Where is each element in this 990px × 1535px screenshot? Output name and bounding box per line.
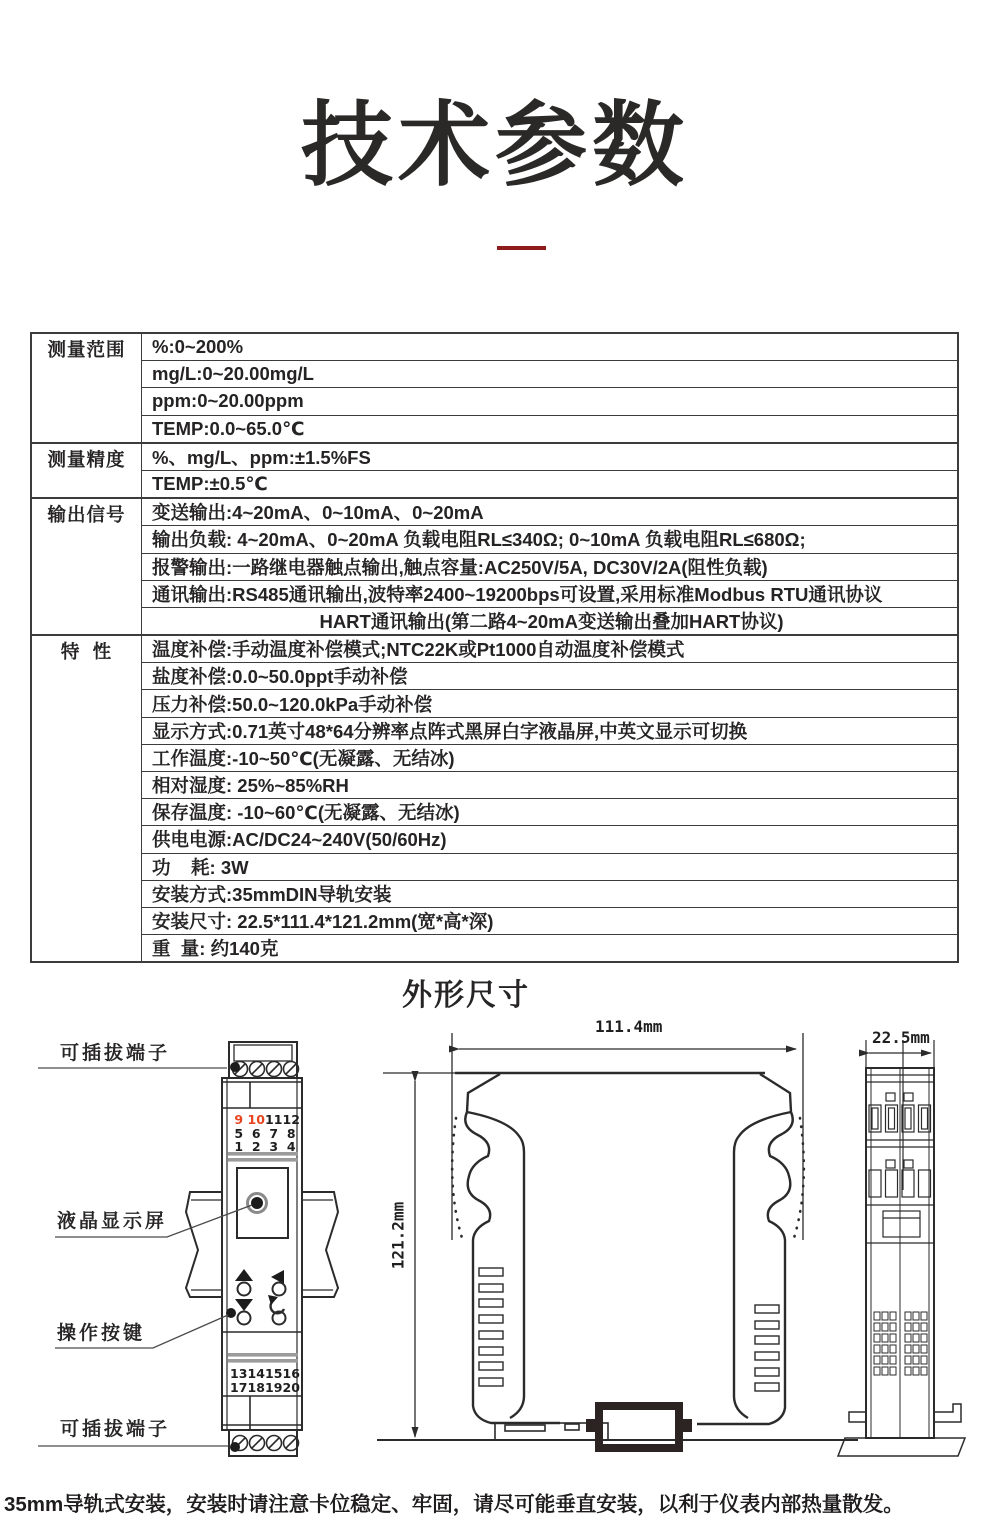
section-label-features: 特 性 [31,635,142,962]
terminal-number: 4 [286,1139,296,1154]
spec-value: 相对湿度: 25%~85%RH [142,772,959,799]
lcd-dot [251,1197,263,1209]
table-row [31,690,958,717]
table-row [31,333,958,361]
terminal-number: 20 [282,1379,300,1395]
spec-value: 重 量: 约140克 [142,935,959,963]
side-profile-drawing [377,1033,858,1448]
table-row [31,744,958,771]
section-label-range: 测量范围 [31,333,142,443]
din-lock [599,1406,679,1448]
terminal-number: 12 [282,1112,300,1127]
spec-value: 供电电源:AC/DC24~240V(50/60Hz) [142,826,959,853]
spec-value: 通讯输出:RS485通讯输出,波特率2400~19200bps可设置,采用标准Modbus RTU通讯协议 [142,580,959,607]
table-row [31,935,958,963]
spec-value: mg/L:0~20.00mg/L [142,361,959,388]
table-row [31,415,958,443]
spec-value: 温度补偿:手动温度补偿模式;NTC22K或Pt1000自动温度补偿模式 [142,635,959,663]
callout-operation-keys: 操作按键 [57,1323,146,1344]
page-title: 技术参数 [300,95,689,197]
terminal-number: 13 [230,1366,248,1381]
spec-value: ppm:0~20.00ppm [142,388,959,415]
operation-keys [226,1269,286,1325]
terminal-number: 6 [251,1125,261,1141]
section-label-accuracy: 测量精度 [31,443,142,498]
section-label-output: 输出信号 [31,498,142,635]
width-dimension-label: 111.4mm [595,1017,663,1036]
terminal-number: 9 [234,1112,244,1127]
vent-grid-right [905,1312,927,1375]
table-row [31,607,958,635]
spec-value: 显示方式:0.71英寸48*64分辨率点阵式黑屏白字液晶屏,中英文显示可切换 [142,717,959,744]
spec-value: 变送输出:4~20mA、0~10mA、0~20mA [142,498,959,526]
table-row [31,580,958,607]
table-row [31,361,958,388]
spec-value: 保存温度: -10~60℃(无凝露、无结冰) [142,799,959,826]
terminal-number: 18 [247,1379,265,1395]
callout-lcd-screen: 液晶显示屏 [57,1211,168,1232]
leader-lines [38,1068,252,1446]
spec-value: 安装尺寸: 22.5*111.4*121.2mm(宽*高*深) [142,907,959,934]
table-row [31,799,958,826]
table-row [31,826,958,853]
down-arrow-key [235,1299,253,1311]
table-row [31,907,958,934]
table-row [31,443,958,471]
spec-value: 工作温度:-10~50℃(无凝露、无结冰) [142,744,959,771]
din-rail-right [302,1192,338,1297]
table-row [31,470,958,498]
terminal-number: 15 [265,1366,283,1381]
height-dimension-label: 121.2mm [388,1201,408,1270]
callout-bottom-terminal: 可插拔端子 [60,1419,171,1440]
terminal-number: 16 [282,1366,300,1381]
table-row [31,388,958,415]
table-row [31,853,958,880]
table-row [31,717,958,744]
spec-value: TEMP:±0.5℃ [142,470,959,498]
terminal-number: 11 [265,1112,283,1127]
table-row [31,772,958,799]
table-row [31,498,958,526]
spec-value: TEMP:0.0~65.0℃ [142,415,959,443]
terminal-number: 19 [265,1379,283,1395]
outline-dimensions-heading: 外形尺寸 [402,979,530,1012]
din-rail-left [186,1192,222,1297]
terminal-number: 14 [247,1366,265,1381]
terminal-number: 5 [234,1125,244,1141]
bottom-terminal-numbers [230,1367,300,1394]
vent-grid-left [874,1312,896,1375]
terminal-number: 7 [269,1125,279,1141]
spec-value: 报警输出:一路继电器触点输出,触点容量:AC250V/5A, DC30V/2A(阻性负载) [142,553,959,580]
table-row [31,526,958,553]
spec-value: 输出负载: 4~20mA、0~20mA 负载电阻RL≤340Ω; 0~10mA 负载电阻RL≤680Ω; [142,526,959,553]
up-arrow-key [235,1269,253,1281]
installation-note: 35mm导轨式安装，安装时请注意卡位稳定、牢固，请尽可能垂直安装，以利于仪表内部热量散发。 [4,1493,904,1516]
terminal-number: 3 [269,1139,279,1154]
terminal-number: 8 [286,1125,296,1141]
table-row [31,663,958,690]
spec-value: 功 耗: 3W [142,853,959,880]
spec-value: %、mg/L、ppm:±1.5%FS [142,443,959,471]
terminal-number: 17 [230,1379,248,1395]
table-row [31,635,958,663]
spec-value: 安装方式:35mmDIN导轨安装 [142,880,959,907]
terminal-number: 1 [234,1139,244,1154]
table-row [31,880,958,907]
end-view-drawing [838,1040,965,1456]
spec-value: %:0~200% [142,333,959,361]
terminal-number: 2 [251,1139,261,1154]
spec-value: HART通讯输出(第二路4~20mA变送输出叠加HART协议) [142,607,959,635]
spec-table [30,332,959,963]
terminal-number: 10 [247,1112,265,1127]
spec-value: 压力补偿:50.0~120.0kPa手动补偿 [142,690,959,717]
spec-value: 盐度补偿:0.0~50.0ppt手动补偿 [142,663,959,690]
top-terminal-numbers [230,1113,300,1154]
table-row [31,553,958,580]
dimension-drawings [0,1015,990,1475]
title-divider [497,246,546,250]
depth-dimension-label: 22.5mm [872,1028,930,1047]
callout-top-terminal: 可插拔端子 [60,1043,171,1064]
